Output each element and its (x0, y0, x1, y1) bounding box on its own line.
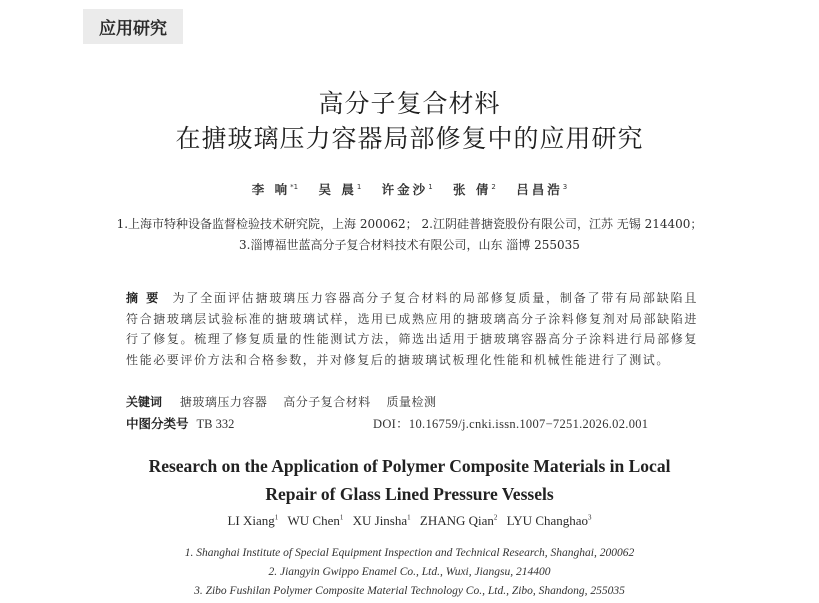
classification-label: 中图分类号 (126, 416, 189, 431)
author-affiliation-mark: 1 (356, 182, 362, 191)
english-affiliation-line-3: 3. Zibo Fushilan Polymer Composite Material Technology Co., Ltd., Zibo, Shandong, 255035 (194, 585, 625, 597)
author-en (507, 513, 592, 528)
author-cn (382, 182, 433, 197)
english-author-list (0, 513, 819, 529)
author-name: 许金沙 (381, 182, 429, 197)
author-affiliation-mark: 3 (562, 182, 568, 191)
chinese-title-line-1: 高分子复合材料 (318, 89, 501, 118)
author-name: 张 倩 (453, 182, 492, 197)
chinese-affiliation-line-1: 1.上海市特种设备监督检验技术研究院，上海 200062； 2.江阴硅普搪瓷股份有限公司，江苏 无锡 214400； (116, 217, 703, 231)
author-cn (318, 182, 361, 197)
author-affiliation-mark: 1 (274, 513, 279, 522)
author-affiliation-mark: 1 (428, 182, 433, 191)
keywords-row (126, 393, 449, 410)
keyword: 质量检测 (386, 395, 437, 409)
chinese-title-line-2: 在搪玻璃压力容器局部修复中的应用研究 (175, 124, 644, 153)
author-name: WU Chen (287, 513, 340, 528)
author-affiliation-mark: 2 (491, 182, 496, 191)
author-name: LYU Changhao (506, 513, 589, 528)
author-en (227, 513, 278, 528)
author-name: 吕昌浩 (516, 182, 563, 197)
author-name: 吴 晨 (318, 182, 357, 197)
author-affiliation-mark: 1 (339, 513, 344, 522)
author-name: ZHANG Qian (419, 513, 494, 528)
abstract-block (126, 288, 698, 370)
abstract-text: 为了全面评估搪玻璃压力容器高分子复合材料的局部修复质量，制备了带有局部缺陷且符合搪玻璃层试验标准的搪玻璃试样，选用已成熟应用的搪玻璃高分子涂料修复剂对局部缺陷进行了修复。梳理了修复质量的性能测试方法，筛选出适用于搪玻璃容器高分子涂料进行局部修复性能必要评价方法和合格参数，并对修复后的搪玻璃试板理化性能和机械性能进行了测试。 (126, 291, 698, 367)
author-name: XU Jinsha (352, 513, 408, 528)
classification-row (126, 414, 234, 432)
author-name: LI Xiang (227, 513, 275, 528)
keyword: 搪玻璃压力容器 (179, 395, 268, 409)
author-affiliation-mark: 2 (493, 513, 498, 522)
english-affiliation-line-1: 1. Shanghai Institute of Special Equipment Inspection and Technical Research, Shanghai, 200062 (184, 547, 635, 559)
author-affiliation-mark: 3 (588, 513, 592, 522)
author-en (353, 513, 411, 528)
author-affiliation-mark: *1 (290, 182, 299, 191)
doi-text: DOI：10.16759/j.cnki.issn.1007−7251.2026.02.001 (373, 417, 649, 431)
keywords-label: 关键词 (126, 395, 163, 409)
english-affiliation-line-2: 2. Jiangyin Gwippo Enamel Co., Ltd., Wuxi, Jiangsu, 214400 (268, 566, 551, 578)
author-cn (516, 182, 567, 197)
abstract-label: 摘要 (126, 291, 167, 305)
author-name: 李 响 (251, 182, 291, 197)
author-cn (453, 182, 496, 197)
classification-value: TB 332 (196, 417, 235, 431)
chinese-affiliation-line-2: 3.淄博福世蓝高分子复合材料技术有限公司，山东 淄博 255035 (239, 238, 580, 252)
chinese-author-list (0, 180, 819, 198)
english-title-line-1: Research on the Application of Polymer Composite Materials in Local (148, 456, 671, 476)
english-title-line-2: Repair of Glass Lined Pressure Vessels (265, 484, 554, 504)
author-affiliation-mark: 1 (407, 513, 411, 522)
section-badge: 应用研究 (83, 9, 183, 44)
author-en (288, 513, 344, 528)
author-cn (252, 182, 298, 197)
author-en (420, 513, 498, 528)
keyword: 高分子复合材料 (283, 395, 371, 409)
